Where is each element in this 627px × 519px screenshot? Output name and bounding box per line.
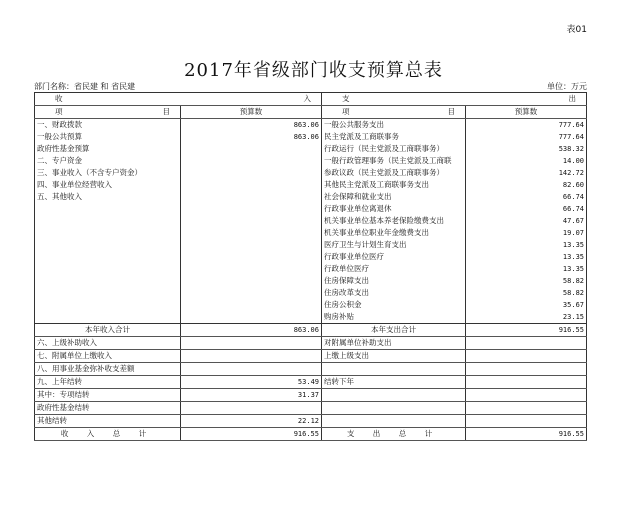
income-item-cell <box>35 275 181 287</box>
table-row <box>35 119 587 132</box>
budget-summary-table <box>34 92 587 441</box>
table-row <box>35 203 587 215</box>
table-row <box>35 363 587 376</box>
table-number-tag: 表01 <box>566 25 587 35</box>
expense-item-cell: 机关事业单位职业年金缴费支出 <box>322 227 466 239</box>
income-item-cell <box>35 227 181 239</box>
expense-amount-cell: 23.15 <box>466 311 587 324</box>
expense-amount-cell: 82.60 <box>466 179 587 191</box>
income-amount-cell: 916.55 <box>181 428 322 441</box>
expense-amount-cell: 47.67 <box>466 215 587 227</box>
expense-item-cell: 民主党派及工商联事务 <box>322 131 466 143</box>
expense-item-cell: 住房保障支出 <box>322 275 466 287</box>
expense-item-cell <box>322 389 466 402</box>
income-amount-cell <box>181 167 322 179</box>
income-amount-cell <box>181 299 322 311</box>
income-item-cell: 一般公共预算 <box>35 131 181 143</box>
income-amount-cell <box>181 311 322 324</box>
income-item-cell: 三、事业收入（不含专户资金） <box>35 167 181 179</box>
expense-item-cell: 结转下年 <box>322 376 466 389</box>
income-item-cell <box>35 251 181 263</box>
table-row <box>35 311 587 324</box>
table-row <box>35 167 587 179</box>
expense-amount-cell: 66.74 <box>466 203 587 215</box>
expense-item-cell: 上缴上级支出 <box>322 350 466 363</box>
expense-item-header <box>322 106 466 119</box>
expense-item-cell: 其他民主党派及工商联事务支出 <box>322 179 466 191</box>
expense-amount-cell: 13.35 <box>466 263 587 275</box>
expense-amount-cell <box>466 376 587 389</box>
expense-item-cell: 支 出 总 计 <box>322 428 466 441</box>
income-item-cell: 九、上年结转 <box>35 376 181 389</box>
expense-budget-header: 预算数 <box>466 106 587 119</box>
income-budget-header: 预算数 <box>181 106 322 119</box>
income-amount-cell: 53.49 <box>181 376 322 389</box>
income-amount-cell <box>181 337 322 350</box>
table-row <box>35 143 587 155</box>
expense-amount-cell: 916.55 <box>466 428 587 441</box>
income-amount-cell: 22.12 <box>181 415 322 428</box>
income-amount-cell <box>181 363 322 376</box>
income-amount-cell <box>181 287 322 299</box>
table-row <box>35 350 587 363</box>
expense-item-cell: 医疗卫生与计划生育支出 <box>322 239 466 251</box>
income-item-cell: 政府性基金预算 <box>35 143 181 155</box>
income-amount-cell <box>181 402 322 415</box>
table-row <box>35 324 587 337</box>
income-amount-cell <box>181 203 322 215</box>
income-item-cell: 其中：专项结转 <box>35 389 181 402</box>
expense-amount-cell <box>466 363 587 376</box>
income-amount-cell <box>181 155 322 167</box>
income-item-cell: 五、其他收入 <box>35 191 181 203</box>
income-item-cell: 收 入 总 计 <box>35 428 181 441</box>
income-item-cell: 政府性基金结转 <box>35 402 181 415</box>
expense-amount-cell: 777.64 <box>466 131 587 143</box>
income-header-shou: 收 <box>55 94 63 103</box>
expense-header <box>322 93 587 106</box>
income-amount-cell <box>181 215 322 227</box>
table-row <box>35 415 587 428</box>
expense-header-zhi: 支 <box>342 94 350 103</box>
expense-amount-cell <box>466 389 587 402</box>
table-row <box>35 402 587 415</box>
income-amount-cell <box>181 179 322 191</box>
expense-item-cell: 对附属单位补助支出 <box>322 337 466 350</box>
expense-amount-cell <box>466 415 587 428</box>
income-amount-cell: 863.06 <box>181 131 322 143</box>
income-amount-cell: 863.06 <box>181 119 322 132</box>
expense-item-cell: 购房补贴 <box>322 311 466 324</box>
income-amount-cell <box>181 251 322 263</box>
expense-item-cell: 一般行政管理事务（民主党派及工商联 <box>322 155 466 167</box>
expense-item-mu: 目 <box>447 107 455 116</box>
table-row <box>35 389 587 402</box>
income-item-cell: 八、用事业基金弥补收支差额 <box>35 363 181 376</box>
expense-item-cell <box>322 402 466 415</box>
expense-item-cell: 本年支出合计 <box>322 324 466 337</box>
income-amount-cell <box>181 263 322 275</box>
income-amount-cell: 863.06 <box>181 324 322 337</box>
table-row <box>35 131 587 143</box>
income-header <box>35 93 322 106</box>
income-item-cell: 六、上级补助收入 <box>35 337 181 350</box>
expense-amount-cell: 13.35 <box>466 251 587 263</box>
page-title: 2017年省级部门收支预算总表 <box>184 60 443 81</box>
income-item-cell: 七、附属单位上缴收入 <box>35 350 181 363</box>
table-row <box>35 215 587 227</box>
unit-label: 单位：万元 <box>547 82 587 91</box>
expense-item-cell: 机关事业单位基本养老保险缴费支出 <box>322 215 466 227</box>
table-row <box>35 275 587 287</box>
expense-item-cell: 住房改革支出 <box>322 287 466 299</box>
income-amount-cell <box>181 143 322 155</box>
table-header-row <box>35 93 587 106</box>
expense-item-cell <box>322 363 466 376</box>
income-item-xiang: 项 <box>55 107 63 116</box>
expense-amount-cell: 916.55 <box>466 324 587 337</box>
expense-item-cell: 行政事业单位医疗 <box>322 251 466 263</box>
expense-amount-cell: 58.82 <box>466 287 587 299</box>
income-amount-cell <box>181 275 322 287</box>
income-amount-cell: 31.37 <box>181 389 322 402</box>
table-row <box>35 251 587 263</box>
table-row <box>35 155 587 167</box>
expense-item-cell: 行政运行（民主党派及工商联事务） <box>322 143 466 155</box>
income-item-cell <box>35 287 181 299</box>
income-item-cell <box>35 263 181 275</box>
income-item-header <box>35 106 181 119</box>
expense-item-cell: 行政事业单位离退休 <box>322 203 466 215</box>
table-row <box>35 337 587 350</box>
expense-amount-cell: 777.64 <box>466 119 587 132</box>
income-item-mu: 目 <box>162 107 170 116</box>
expense-amount-cell: 66.74 <box>466 191 587 203</box>
expense-amount-cell: 19.07 <box>466 227 587 239</box>
department-name: 部门名称：省民建 和 省民建 <box>34 82 136 91</box>
table-subheader-row <box>35 106 587 119</box>
expense-item-xiang: 项 <box>342 107 350 116</box>
expense-amount-cell: 13.35 <box>466 239 587 251</box>
income-item-cell: 四、事业单位经营收入 <box>35 179 181 191</box>
table-row <box>35 191 587 203</box>
table-row <box>35 287 587 299</box>
income-header-ru: 入 <box>303 94 311 103</box>
table-row <box>35 376 587 389</box>
income-item-cell <box>35 239 181 251</box>
expense-item-cell <box>322 415 466 428</box>
expense-item-cell: 行政单位医疗 <box>322 263 466 275</box>
expense-item-cell: 住房公积金 <box>322 299 466 311</box>
table-row <box>35 263 587 275</box>
income-item-cell: 本年收入合计 <box>35 324 181 337</box>
expense-amount-cell: 14.00 <box>466 155 587 167</box>
table-row <box>35 179 587 191</box>
expense-item-cell: 参政议政（民主党派及工商联事务） <box>322 167 466 179</box>
income-amount-cell <box>181 239 322 251</box>
table-row <box>35 428 587 441</box>
income-amount-cell <box>181 191 322 203</box>
income-item-cell: 一、财政拨款 <box>35 119 181 132</box>
expense-item-cell: 社会保障和就业支出 <box>322 191 466 203</box>
income-item-cell <box>35 299 181 311</box>
expense-amount-cell <box>466 337 587 350</box>
income-amount-cell <box>181 227 322 239</box>
expense-header-chu: 出 <box>568 94 576 103</box>
expense-amount-cell: 538.32 <box>466 143 587 155</box>
expense-amount-cell: 35.67 <box>466 299 587 311</box>
table-row <box>35 299 587 311</box>
income-item-cell <box>35 311 181 324</box>
income-item-cell <box>35 203 181 215</box>
income-item-cell: 二、专户资金 <box>35 155 181 167</box>
expense-amount-cell: 142.72 <box>466 167 587 179</box>
income-item-cell <box>35 215 181 227</box>
expense-amount-cell <box>466 402 587 415</box>
income-item-cell: 其他结转 <box>35 415 181 428</box>
expense-item-cell: 一般公共服务支出 <box>322 119 466 132</box>
table-row <box>35 227 587 239</box>
expense-amount-cell: 58.82 <box>466 275 587 287</box>
income-amount-cell <box>181 350 322 363</box>
table-row <box>35 239 587 251</box>
expense-amount-cell <box>466 350 587 363</box>
